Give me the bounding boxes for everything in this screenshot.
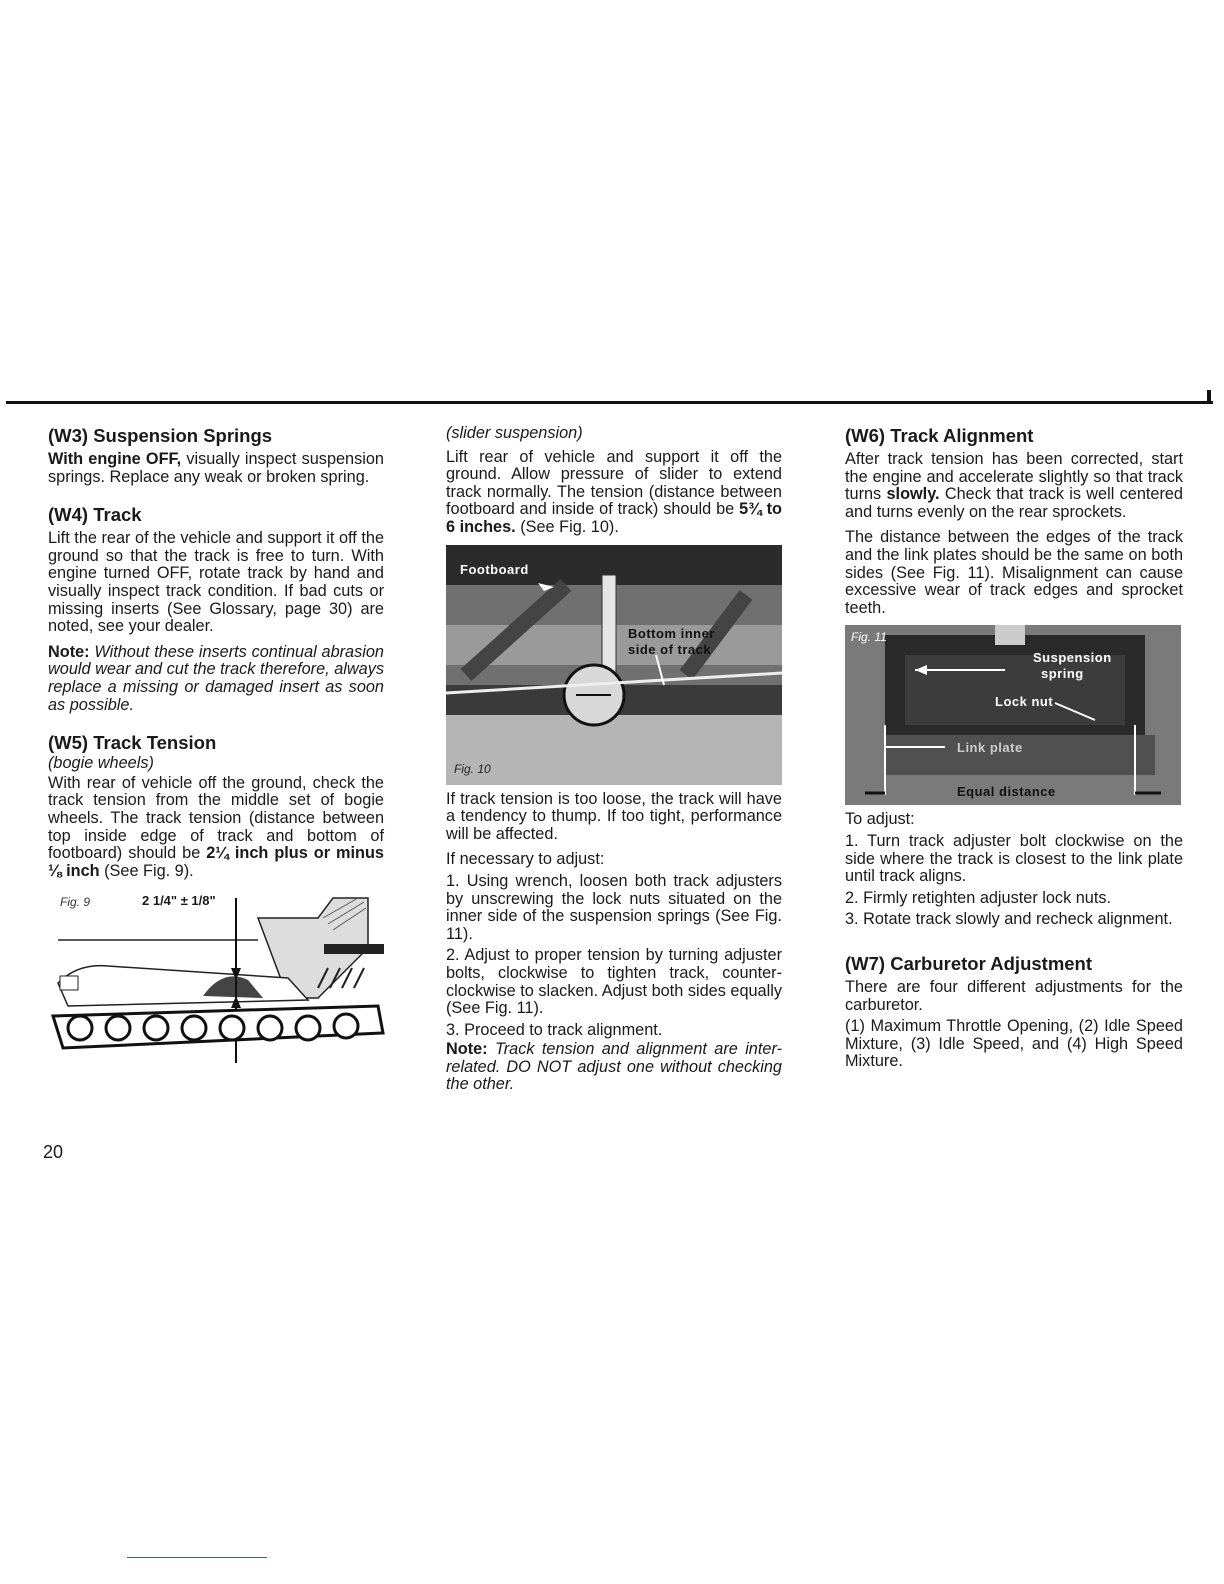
figure-10 bbox=[446, 545, 782, 785]
paragraph-w3: With engine OFF, visually inspect suspension springs. Replace any weak or broken spring. bbox=[48, 450, 384, 486]
footboard-photo bbox=[446, 545, 782, 785]
step-2-adjust: 2. Adjust to proper tension by turning adjuster bolts, clockwise to tighten track, counter-clockwise to slacken. Adjust both sides equally (See Fig. 11). bbox=[446, 946, 782, 1018]
label-equal-distance: Equal distance bbox=[957, 784, 1056, 800]
subtitle-slider-suspension: (slider suspension) bbox=[446, 424, 583, 442]
figure-9 bbox=[48, 888, 388, 1078]
page-number: 20 bbox=[43, 1142, 64, 1162]
paragraph-w7-2: (1) Maximum Throttle Opening, (2) Idle Speed Mixture, (3) Idle Speed, and (4) High Speed Mixture. bbox=[845, 1017, 1183, 1071]
column-middle bbox=[446, 425, 782, 1102]
subtitle-bogie-wheels: (bogie wheels) bbox=[48, 754, 154, 773]
heading-w7: (W7) Carburetor Adjustment bbox=[845, 952, 1093, 974]
paragraph-w5: With rear of vehicle off the ground, check the track tension from the middle set of bogie wheels. The track tension (distance between top inside edge of track and bottom of footboard) should be 2¼ inch plus or minus ⅛ inch (See Fig. 9). bbox=[48, 773, 384, 880]
figure-10-label: Fig. 10 bbox=[454, 761, 491, 776]
column-right bbox=[845, 425, 1183, 1079]
note-interrelated: Note: Track tension and alignment are inter-related. DO NOT adjust one without checking the other. bbox=[446, 1040, 782, 1094]
label-suspension-line1: Suspension bbox=[1033, 650, 1112, 666]
step-1-turn-bolt: 1. Turn track adjuster bolt clockwise on the side where the track is closest to the link plate until track aligns. bbox=[845, 831, 1183, 886]
label-bottom-inner-line1: Bottom inner bbox=[628, 625, 715, 641]
paragraph-slider: Lift rear of vehicle and support it off the ground. Allow pressure of slider to extend track normally. The tension (distance between footboard and inside of track) should be 5¾ to 6 inches. (See Fig. 10). bbox=[446, 447, 782, 536]
label-bottom-inner-line2: side of track bbox=[628, 641, 712, 657]
step-3-proceed: 3. Proceed to track alignment. bbox=[446, 1020, 663, 1039]
heading-w5: (W5) Track Tension bbox=[48, 732, 217, 754]
label-lock-nut: Lock nut bbox=[995, 694, 1054, 710]
paragraph-to-adjust: To adjust: bbox=[845, 810, 915, 829]
paragraph-w7-1: There are four different adjustments for the carburetor. bbox=[845, 977, 1183, 1014]
figure-11-label: Fig. 11 bbox=[851, 630, 887, 645]
figure-9-label: Fig. 9 bbox=[60, 895, 91, 910]
paragraph-tension-loose: If track tension is too loose, the track will have a tendency to thump. If too tight, performance will be affected. bbox=[446, 789, 782, 843]
step-2-retighten: 2. Firmly retighten adjuster lock nuts. bbox=[845, 888, 1112, 907]
heading-w6: (W6) Track Alignment bbox=[845, 425, 1034, 446]
heading-w3: (W3) Suspension Springs bbox=[48, 425, 273, 446]
step-1-loosen: 1. Using wrench, loosen both track adjusters by unscrewing the lock nuts situated on the inner side of the suspension springs (See Fig. 11). bbox=[446, 871, 782, 943]
label-footboard: Footboard bbox=[460, 561, 529, 577]
figure-9-measurement: 2 1/4" ± 1/8" bbox=[142, 893, 216, 909]
heading-w4: (W4) Track bbox=[48, 504, 142, 526]
label-suspension-line2: spring bbox=[1041, 666, 1084, 682]
track-alignment-photo bbox=[845, 625, 1181, 805]
figure-11 bbox=[845, 625, 1181, 805]
note-w4: Note: Without these inserts continual abrasion would wear and cut the track therefore, always replace a missing or damaged insert as soon as possible. bbox=[48, 642, 384, 714]
paragraph-w6-1: After track tension has been corrected, start the engine and accelerate slightly so that track turns slowly. Check that track is well centered and turns evenly on the rear sprockets. bbox=[845, 450, 1183, 521]
paragraph-if-necessary: If necessary to adjust: bbox=[446, 850, 605, 869]
top-rule bbox=[6, 401, 1213, 404]
snowmobile-track-drawing bbox=[48, 888, 388, 1078]
label-link-plate: Link plate bbox=[957, 740, 1023, 756]
rule-corner-mark bbox=[1207, 390, 1211, 404]
paragraph-w4: Lift the rear of the vehicle and support it off the ground so that the track is free to turn. With engine turned OFF, rotate track by hand and visually inspect track condition. If bad cuts or missing inserts (See Glossary, page 30) are noted, see your dealer. bbox=[48, 529, 384, 636]
footer-line bbox=[127, 1557, 267, 1558]
column-left bbox=[48, 425, 384, 1084]
step-3-rotate: 3. Rotate track slowly and recheck alignment. bbox=[845, 910, 1173, 929]
paragraph-w6-2: The distance between the edges of the track and the link plates should be the same on both sides (See Fig. 11). Misalignment can cause excessive wear of track edges and sprocket teeth. bbox=[845, 528, 1183, 617]
